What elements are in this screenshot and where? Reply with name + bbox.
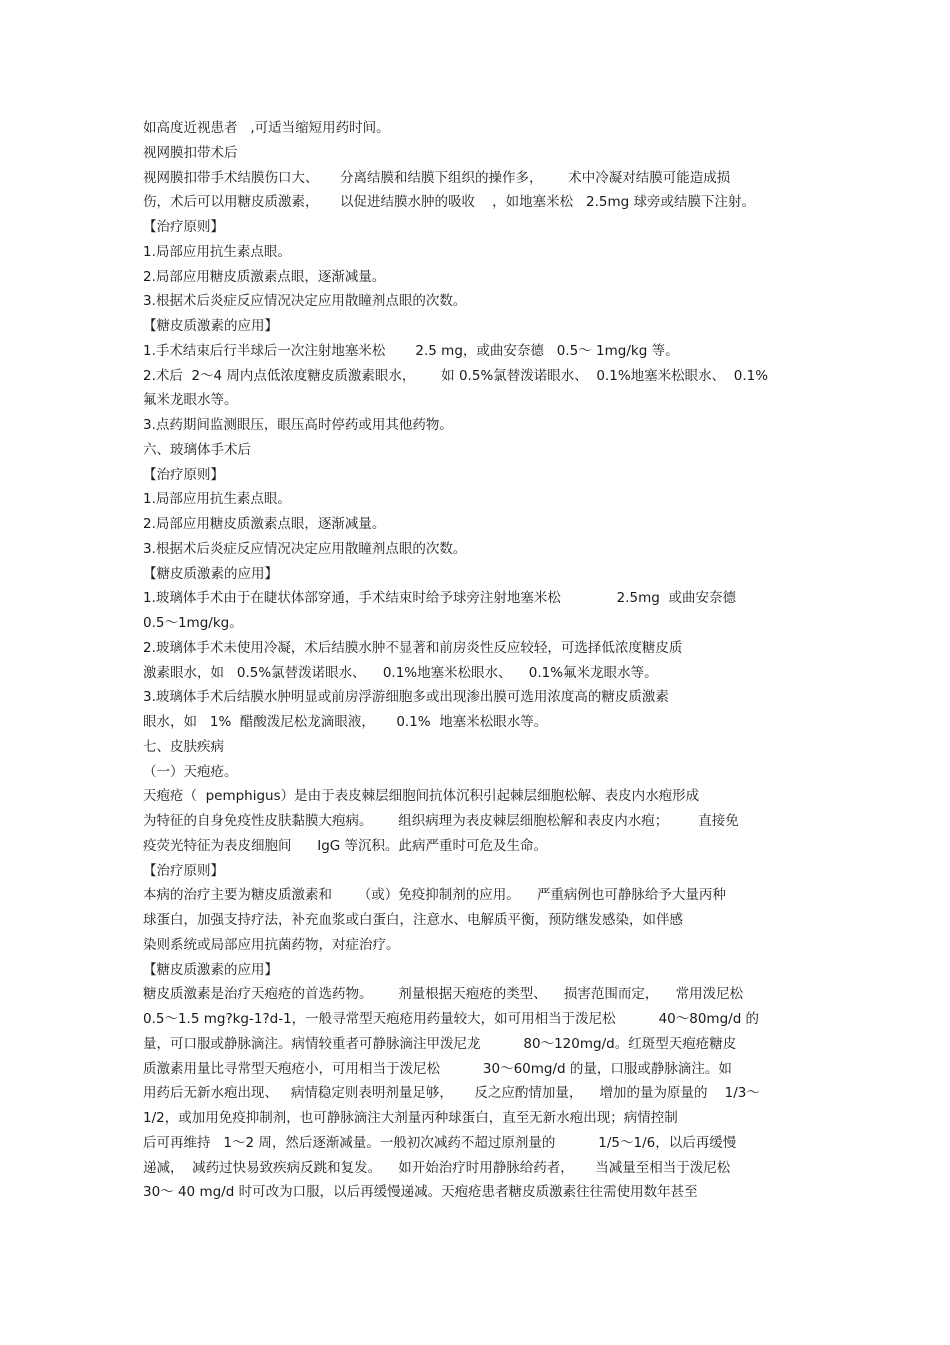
text-line: 伤，术后可以用糖皮质激素， 以促进结膜水肿的吸收 ，如地塞米松 2.5mg 球旁或结膜下注射。 [143, 194, 755, 211]
text-line: 3.玻璃体手术后结膜水肿明显或前房浮游细胞多或出现渗出膜可选用浓度高的糖皮质激素 [143, 689, 669, 706]
subsection-heading: 【糖皮质激素的应用】 [143, 318, 278, 334]
text-line: 2.局部应用糖皮质激素点眼，逐渐减量。 [143, 516, 386, 532]
text-line: 2.局部应用糖皮质激素点眼，逐渐减量。 [143, 268, 386, 285]
text-line: 天疱疮（ pemphigus）是由于表皮棘层细胞间抗体沉积引起棘层细胞松解、表皮内水疱形成 [143, 788, 700, 805]
text-line: 量，可口服或静脉滴注。病情较重者可静脉滴注甲泼尼龙 80～120mg/d。红斑型天疱疮糖皮 [143, 1035, 737, 1052]
text-line: 0.5～1mg/kg。 [143, 615, 243, 631]
text-line: 后可再维持 1～2 周，然后逐渐减量。一般初次减药不超过原剂量的 1/5～1/6，以后再缓慢 [143, 1134, 737, 1151]
text-line: 1.局部应用抗生素点眼。 [143, 243, 291, 260]
text-line: 激素眼水，如 0.5%氯替泼诺眼水、 0.1%地塞米松眼水、 0.1%氟米龙眼水等。 [143, 664, 658, 681]
text-line: 0.5～1.5 mg?kg-1?d-1，一般寻常型天疱疮用药量较大，如可用相当于泼尼松 40～80mg/d 的 [143, 1011, 760, 1027]
text-line: 1/2，或加用免疫抑制剂，也可静脉滴注大剂量丙种球蛋白，直至无新水疱出现；病情控制 [143, 1110, 678, 1126]
text-line: 如高度近视患者 ,可适当缩短用药时间。 [143, 120, 390, 136]
subsection-heading: 【治疗原则】 [143, 862, 224, 879]
text-line: 染则系统或局部应用抗菌药物，对症治疗。 [143, 936, 400, 953]
text-line: 视网膜扣带手术结膜伤口大、 分离结膜和结膜下组织的操作多， 术中冷凝对结膜可能造成损 [143, 169, 731, 186]
text-line: 3.点药期间监测眼压，眼压高时停药或用其他药物。 [143, 417, 453, 433]
section-heading: 六、玻璃体手术后 [143, 441, 251, 458]
text-line: 本病的治疗主要为糖皮质激素和 （或）免疫抑制剂的应用。 严重病例也可静脉给予大量丙种 [143, 887, 726, 904]
text-line: 1.局部应用抗生素点眼。 [143, 491, 291, 508]
subsection-heading: 【糖皮质激素的应用】 [143, 961, 278, 978]
text-line: 2.术后 2～4 周内点低浓度糖皮质激素眼水， 如 0.5%氯替泼诺眼水、 0.1%地塞米松眼水、 0.1% [143, 367, 769, 384]
document-page [143, 116, 823, 1205]
text-line: 为特征的自身免疫性皮肤黏膜大疱病。 组织病理为表皮棘层细胞松解和表皮内水疱； 直接免 [143, 813, 739, 829]
text-line: 2.玻璃体手术未使用冷凝，术后结膜水肿不显著和前房炎性反应较轻，可选择低浓度糖皮质 [143, 639, 683, 656]
text-line: 递减， 减药过快易致疾病反跳和复发。 如开始治疗时用静脉给药者， 当减量至相当于泼尼松 [143, 1159, 731, 1176]
section-heading: 七、皮肤疾病 [143, 738, 224, 755]
text-line: 1.玻璃体手术由于在睫状体部穿通，手术结束时给予球旁注射地塞米松 2.5mg 或曲安奈德 [143, 590, 736, 607]
text-line: 糖皮质激素是治疗天疱疮的首选药物。 剂量根据天疱疮的类型、 损害范围而定， 常用泼尼松 [143, 986, 744, 1003]
subsection-heading: 【治疗原则】 [143, 466, 224, 483]
text-line: 质激素用量比寻常型天疱疮小，可用相当于泼尼松 30～60mg/d 的量，口服或静脉滴注。如 [143, 1060, 732, 1077]
text-line: 氟米龙眼水等。 [143, 392, 238, 409]
subsection-heading: 【治疗原则】 [143, 219, 224, 235]
section-heading: 视网膜扣带术后 [143, 144, 238, 161]
subsection-heading: 【糖皮质激素的应用】 [143, 565, 278, 582]
text-line: 疫荧光特征为表皮细胞间 IgG 等沉积。此病严重时可危及生命。 [143, 837, 548, 854]
text-line: 3.根据术后炎症反应情况决定应用散瞳剂点眼的次数。 [143, 540, 467, 557]
section-heading: （一）天疱疮。 [143, 763, 238, 780]
text-line: 3.根据术后炎症反应情况决定应用散瞳剂点眼的次数。 [143, 293, 467, 310]
text-line: 30～ 40 mg/d 时可改为口服，以后再缓慢递减。天疱疮患者糖皮质激素往往需使用数年甚至 [143, 1184, 698, 1201]
text-line: 用药后无新水疱出现、 病情稳定则表明剂量足够， 反之应酌情加量， 增加的量为原量的 1/3～ [143, 1085, 760, 1102]
text-line: 1.手术结束后行半球后一次注射地塞米松 2.5 mg，或曲安奈德 0.5～ 1mg/kg 等。 [143, 342, 679, 359]
text-line: 球蛋白，加强支持疗法，补充血浆或白蛋白，注意水、电解质平衡，预防继发感染，如伴感 [143, 912, 683, 928]
text-line: 眼水，如 1% 醋酸泼尼松龙滴眼液， 0.1% 地塞米松眼水等。 [143, 714, 548, 730]
